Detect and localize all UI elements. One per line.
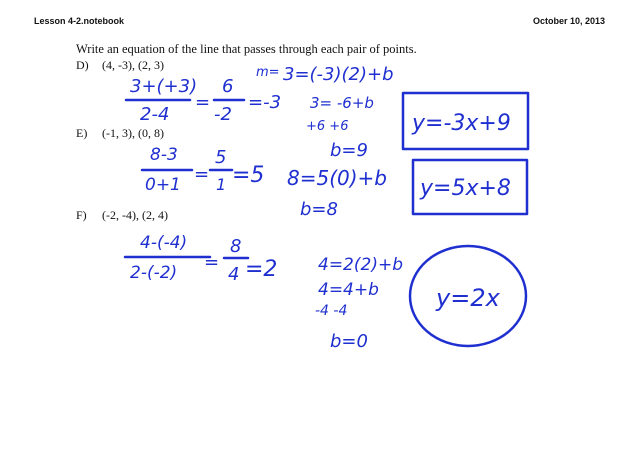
slope-denominator: 2-4 — [140, 104, 170, 125]
b-value: b=0 — [330, 331, 368, 352]
simplified: 4=4+b — [318, 280, 379, 300]
notebook-title: Lesson 4-2.notebook — [34, 16, 125, 26]
work-f — [125, 233, 526, 352]
b-value: b=9 — [330, 140, 368, 161]
equals: = — [194, 164, 210, 185]
fraction-numerator: 5 — [215, 147, 227, 168]
fraction-numerator: 8 — [230, 236, 242, 257]
slope-result: =5 — [232, 163, 265, 188]
b-value: b=8 — [300, 199, 338, 220]
slope-denominator: 2-(-2) — [130, 263, 178, 283]
problem-points: (-2, -4), (2, 4) — [102, 208, 168, 222]
problem-label: F) — [76, 208, 87, 222]
problem-label: E) — [76, 126, 88, 140]
fraction-denominator: 1 — [216, 175, 227, 194]
answer: y=2x — [436, 284, 500, 312]
slope-numerator: 4-(-4) — [140, 233, 188, 253]
slope-result: =-3 — [248, 92, 282, 113]
slope-result: =2 — [245, 257, 278, 282]
page-date: October 10, 2013 — [532, 16, 605, 26]
add-six: +6 +6 — [306, 119, 349, 134]
problem-points: (4, -3), (2, 3) — [102, 58, 164, 72]
equals: = — [204, 252, 220, 273]
fraction-denominator: 4 — [228, 264, 240, 285]
substitution: 3=(-3)(2)+b — [283, 64, 394, 85]
slope-numerator: 3+(+3) — [130, 76, 198, 97]
answer: y=5x+8 — [420, 176, 511, 201]
fraction-denominator: -2 — [214, 104, 232, 125]
problem-points: (-1, 3), (0, 8) — [102, 126, 164, 140]
fraction-numerator: 6 — [222, 76, 234, 97]
subtract-four: -4 -4 — [315, 303, 348, 319]
slope-denominator: 0+1 — [145, 175, 181, 195]
slope-numerator: 8-3 — [150, 145, 178, 165]
answer: y=-3x+9 — [412, 111, 511, 136]
instructions: Write an equation of the line that passes through each pair of points. — [76, 42, 417, 56]
substitution: 8=5(0)+b — [287, 166, 387, 190]
problem-label: D) — [76, 58, 89, 72]
substitution: 4=2(2)+b — [318, 255, 403, 275]
equals: = — [195, 92, 211, 113]
slope-label: m= — [256, 65, 280, 80]
work-d — [126, 64, 528, 161]
simplified: 3= -6+b — [310, 94, 374, 112]
